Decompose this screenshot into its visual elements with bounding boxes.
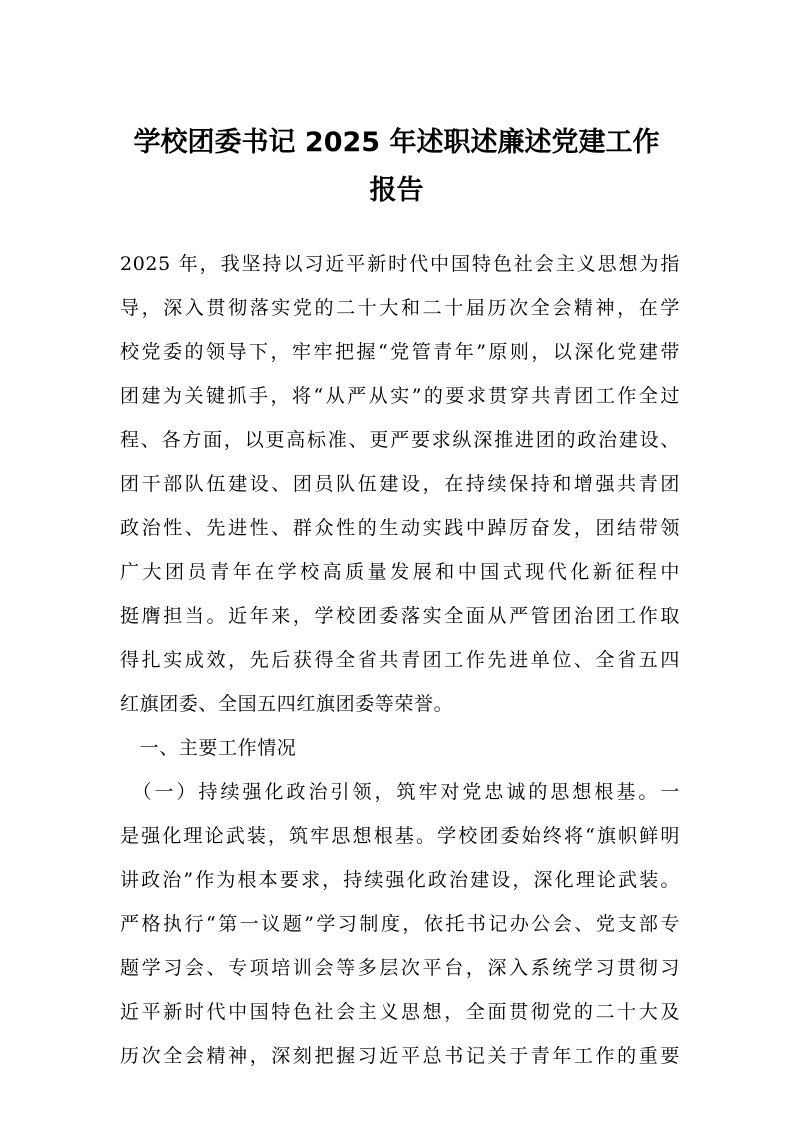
paragraph-line: 广大团员青年在学校高质量发展和中国式现代化新征程中 [120, 561, 680, 583]
document-title-line-1: 学校团委书记 2025 年述职述廉述党建工作 [133, 127, 660, 158]
paragraph-line: 团干部队伍建设、团员队伍建设，在持续保持和增强共青团 [120, 473, 680, 495]
section-heading: 一、主要工作情况 [120, 737, 297, 759]
paragraph-line: 团建为关键抓手，将“从严从实”的要求贯穿共青团工作全过 [120, 385, 680, 407]
paragraph-line: 题学习会、专项培训会等多层次平台，深入系统学习贯彻习 [120, 957, 680, 979]
paragraph-line: 讲政治”作为根本要求，持续强化政治建设，深化理论武装。 [120, 869, 680, 891]
paragraph-line: 历次全会精神，深刻把握习近平总书记关于青年工作的重要 [120, 1045, 680, 1067]
paragraph-line: 红旗团委、全国五四红旗团委等荣誉。 [120, 693, 454, 715]
paragraph-line: 政治性、先进性、群众性的生动实践中踔厉奋发，团结带领 [120, 517, 680, 539]
paragraph-line: （一）持续强化政治引领，筑牢对党忠诚的思想根基。一 [120, 781, 680, 803]
paragraph-line: 挺膺担当。近年来，学校团委落实全面从严管团治团工作取 [120, 605, 680, 627]
paragraph-line: 程、各方面，以更高标准、更严要求纵深推进团的政治建设、 [120, 429, 680, 451]
paragraph-line: 2025 年，我坚持以习近平新时代中国特色社会主义思想为指 [120, 253, 680, 275]
paragraph-line: 导，深入贯彻落实党的二十大和二十届历次全会精神，在学 [120, 297, 680, 319]
paragraph-line: 近平新时代中国特色社会主义思想，全面贯彻党的二十大及 [120, 1001, 680, 1023]
paragraph-line: 严格执行“第一议题”学习制度，依托书记办公会、党支部专 [120, 913, 680, 935]
paragraph-line: 得扎实成效，先后获得全省共青团工作先进单位、全省五四 [120, 649, 680, 671]
paragraph-line: 是强化理论武装，筑牢思想根基。学校团委始终将“旗帜鲜明 [120, 825, 680, 847]
document-title-line-2: 报告 [369, 175, 424, 206]
paragraph-line: 校党委的领导下，牢牢把握“党管青年”原则，以深化党建带 [120, 341, 680, 363]
